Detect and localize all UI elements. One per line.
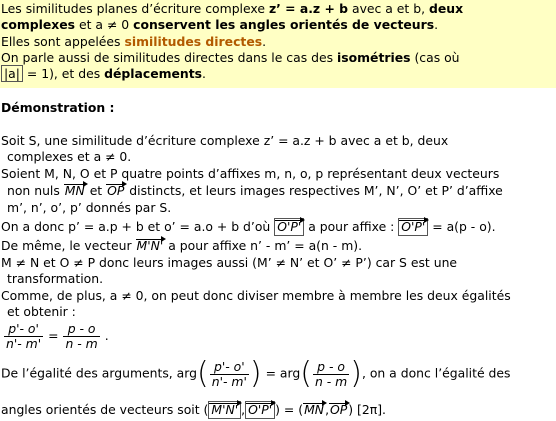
fraction-primed: $\frac{p'- o'}{n'- m'}$ [6,321,42,351]
vector-mn: MN [64,183,85,198]
fraction-equality: $\frac{p'- o'}{n'- m'}$ = $\frac{p - o}{n - m}$ . [6,321,109,351]
demo-p6-line-1: Comme, de plus, a ≠ 0, on peut donc diviser membre à membre les deux égalités [1,288,511,303]
demo-p2-line-2: non nuls MN et OP distincts, et leurs images respectives M’, N’, O’ et P’ d’affixe [7,183,503,198]
demo-p1-line-2: complexes et a ≠ 0. [7,149,132,164]
demo-p5-line-2: transformation. [7,271,104,286]
demo-p5-line-1: M ≠ N et O ≠ P donc leurs images aussi (M’ ≠ N’ et O’ ≠ P’) car S est une [1,255,458,270]
fraction-original: $\frac{p - o}{n - m}$ [65,321,98,351]
demo-p1-line-1: Soit S, une similitude d’écriture complexe z’ = a.z + b avec a et b, deux [1,133,449,148]
demo-p8: angles orientés de vecteurs soit ( M'N' , O'P' ) = (MN,OP) [2π]. [1,402,386,417]
vector-op: OP [107,183,125,198]
intro-line-4: On parle aussi de similitudes directes dans le cas des isométries (cas où [1,50,460,65]
intro-line-2: complexes et a ≠ 0 conservent les angles orientés de vecteurs. [1,17,439,32]
demo-p2-line-1: Soient M, N, O et P quatre points d’affixes m, n, o, p représentant deux vecteurs [1,166,500,181]
demo-p3: On a donc p’ = a.p + b et o’ = a.o + b d’où O'P' a pour affixe : O'P' = a(p - o). [1,219,496,234]
intro-line-3: Elles sont appelées similitudes directes. [1,34,267,49]
vector-o1p1: O'P' [274,218,304,236]
demo-p6-line-2: et obtenir : [7,304,76,319]
intro-line-5: |a| = 1), et des déplacements. [1,66,206,82]
demo-p4: De même, le vecteur M'N' a pour affixe n’ - m’ = a(n - m). [1,238,363,253]
demo-p2-line-3: m’, n’, o’, p’ donnés par S. [7,200,172,215]
demo-p7: De l’égalité des arguments, arg( $\frac{p'- o'}{n'- m'}$ ) = arg( $\frac{p - o}{n - m}$ ), on a donc l’égalité des [1,356,511,391]
intro-line-1: Les similitudes planes d’écriture complexe z’ = a.z + b avec a et b, deux [1,1,464,16]
vector-o1p1-affix: O'P' [398,218,428,236]
vector-m1n1: M'N' [136,238,164,253]
demo-title: Démonstration : [1,100,115,115]
